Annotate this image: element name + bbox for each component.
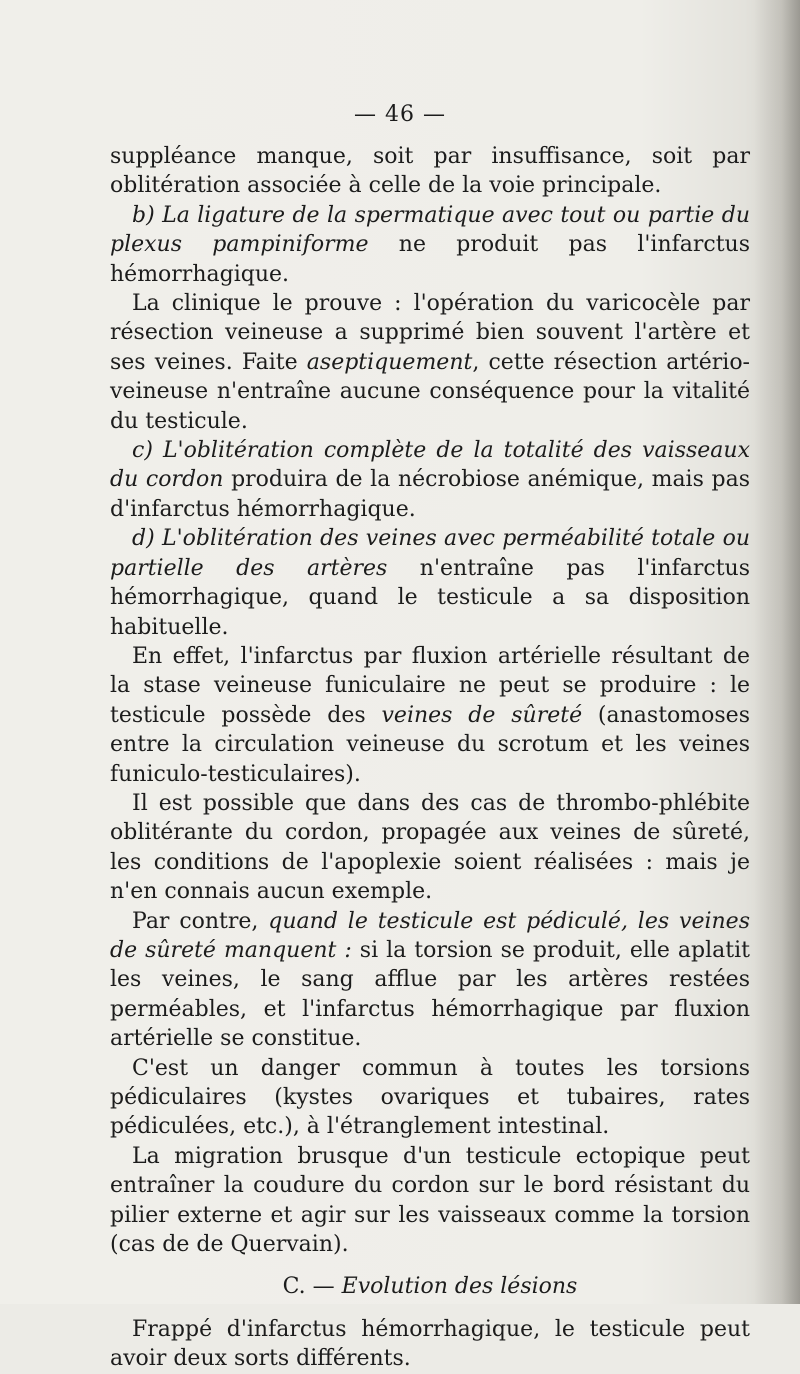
page-number: — 46 — [354, 102, 446, 127]
paragraph-clinic: La clinique le prouve : l'opération du varicocèle par résection veineuse a supprimé bien souvent l'artère et ses veines. Faite aseptiquement, cette résection artério-veineuse n'entraîne aucune conséquence pour la vitalité du testicule. [110, 291, 750, 434]
page-edge-shadow [754, 0, 800, 1304]
paragraph-d: d) L'oblitération des veines avec perméabilité totale ou partielle des artères n'entraîne pas l'infarctus hémorrhagique, quand le testicule a sa disposition habituelle. [110, 526, 750, 640]
section-heading: C. — Evolution des lésions [282, 1274, 578, 1300]
paragraph-c: c) L'oblitération complète de la totalité des vaisseaux du cordon produira de la nécrobiose anémique, mais pas d'infarctus hémorrhagique. [110, 438, 750, 522]
paragraph-en-effet: En effet, l'infarctus par fluxion artérielle résultant de la stase veineuse funiculaire ne peut se produire : le testicule possède des veines de sûreté (anastomoses entre la circulation veineuse du scrotum et les veines funiculo-testiculaires). [110, 643, 750, 787]
paragraph-thrombo: Il est possible que dans des cas de thrombo-phlébite oblitérante du cordon, propagée aux veines de sûreté, les conditions de l'apoplexie soient réalisées : mais je n'en connais aucun exemple. [110, 790, 750, 905]
paragraph-par-contre: Par contre, quand le testicule est pédiculé, les veines de sûreté manquent : si la torsion se produit, elle aplatit les veines, le sang afflue par les artères restées perméables, et l'infarctus hémorrhagique par fluxion artérielle se constitue. [110, 908, 751, 1052]
paragraph-continuation: suppléance manque, soit par insuffisance, soit par oblitération associée à celle de la voie principale. [110, 144, 750, 199]
paragraph-migration: La migration brusque d'un testicule ectopique peut entraîner la coudure du cordon sur le bord résistant du pilier externe et agir sur les vaisseaux comme la torsion (cas de de Quervain). [110, 1143, 750, 1258]
paragraph-frappe: Frappé d'infarctus hémorrhagique, le testicule peut avoir deux sorts différents. [110, 1316, 750, 1372]
body-text [110, 142, 750, 1374]
paragraph-b: b) La ligature de la spermatique avec tout ou partie du plexus pampiniforme ne produit pas l'infarctus hémorrhagique. [110, 202, 751, 287]
paragraph-danger: C'est un danger commun à toutes les torsions pédiculaires (kystes ovariques et tubaires, rates pédiculées, etc.), à l'étranglement intestinal. [110, 1055, 750, 1140]
